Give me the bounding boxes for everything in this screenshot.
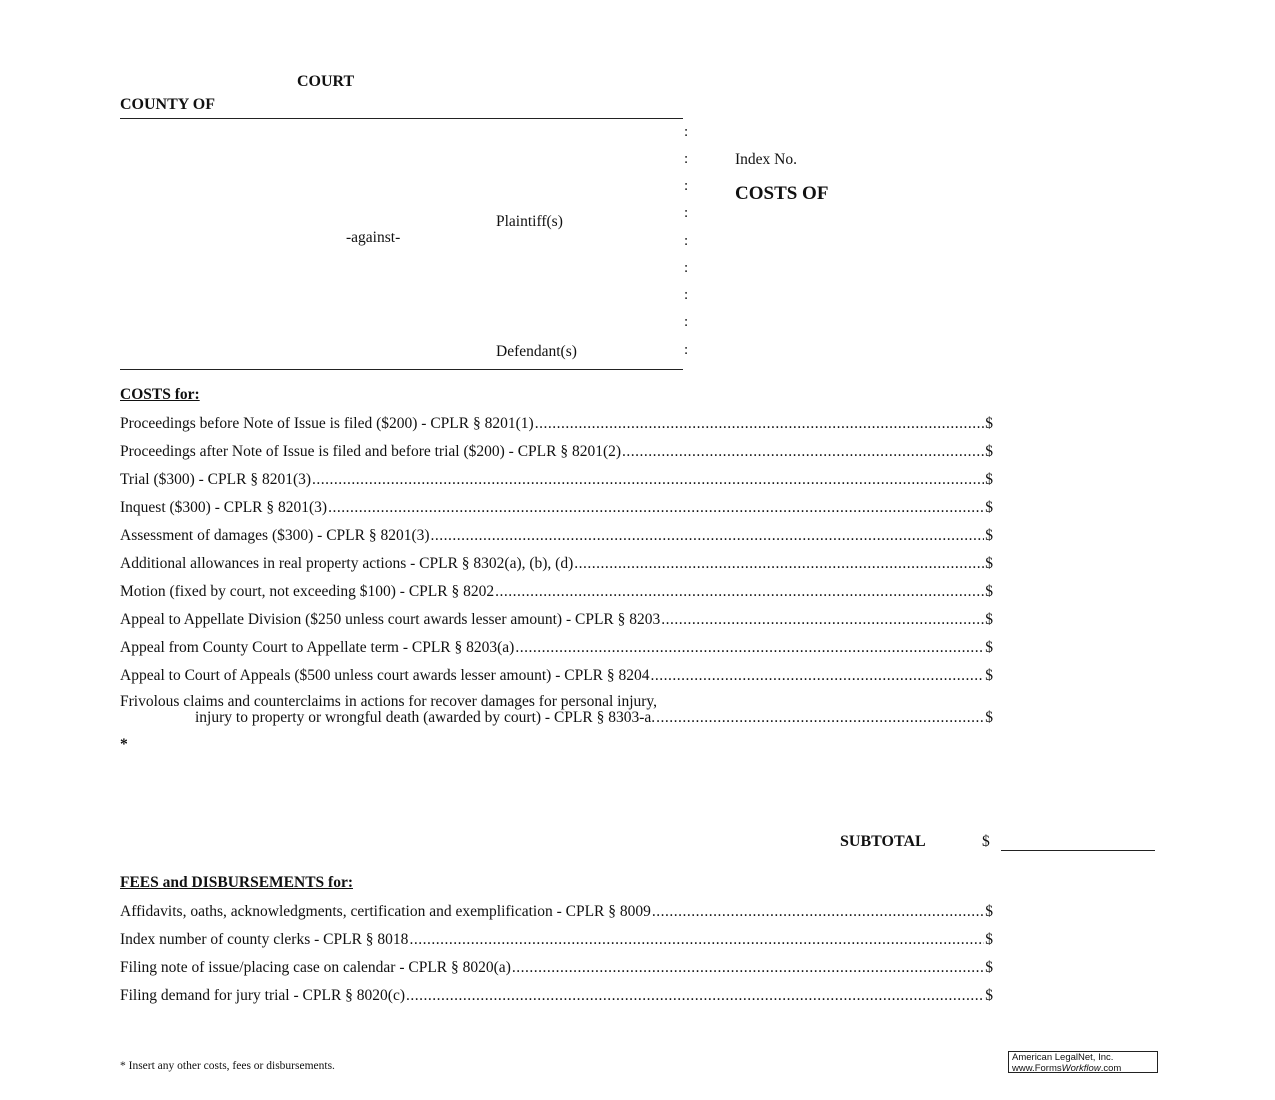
line-item xyxy=(120,638,993,658)
dot-leader xyxy=(535,414,985,434)
caption-colon: : xyxy=(684,124,689,140)
dollar-sign[interactable]: $ xyxy=(985,639,993,656)
dollar-sign[interactable]: $ xyxy=(985,667,993,684)
line-item-label: Additional allowances in real property actions - CPLR § 8302(a), (b), (d) xyxy=(120,555,574,572)
line-item-label: Affidavits, oaths, acknowledgments, certification and exemplification - CPLR § 8009 xyxy=(120,903,651,920)
document-title: COSTS OF xyxy=(735,183,829,204)
line-item xyxy=(120,958,993,978)
footnote: * Insert any other costs, fees or disbursements. xyxy=(120,1060,335,1072)
dollar-sign[interactable]: $ xyxy=(985,931,993,948)
dot-leader xyxy=(661,610,984,630)
subtotal-amount-blank[interactable] xyxy=(1001,850,1155,851)
line-item-label: Filing note of issue/placing case on calendar - CPLR § 8020(a) xyxy=(120,959,511,976)
dollar-sign[interactable]: $ xyxy=(985,471,993,488)
publisher-badge xyxy=(1008,1051,1158,1073)
dot-leader xyxy=(431,526,985,546)
dot-leader xyxy=(312,470,984,490)
dollar-sign[interactable]: $ xyxy=(985,527,993,544)
caption-colon: : xyxy=(684,314,689,330)
line-item-label: Appeal to Court of Appeals ($500 unless court awards lesser amount) - CPLR § 8204 xyxy=(120,667,650,684)
subtotal-dollar-sign: $ xyxy=(982,833,990,850)
caption-colon: : xyxy=(684,260,689,276)
dot-leader xyxy=(651,666,985,686)
caption-colon: : xyxy=(684,178,689,194)
index-number-label: Index No. xyxy=(735,151,797,168)
dot-leader xyxy=(656,708,984,728)
caption-colon: : xyxy=(684,342,689,358)
dollar-sign[interactable]: $ xyxy=(985,415,993,432)
dollar-sign[interactable]: $ xyxy=(985,583,993,600)
line-item-label: Appeal to Appellate Division ($250 unless court awards lesser amount) - CPLR § 8203 xyxy=(120,611,661,628)
dollar-sign[interactable]: $ xyxy=(985,987,993,1004)
against-label: -against- xyxy=(346,229,401,246)
caption-colon: : xyxy=(684,205,689,221)
dollar-sign[interactable]: $ xyxy=(985,443,993,460)
costs-heading: COSTS for: xyxy=(120,386,200,403)
line-item xyxy=(120,582,993,602)
dollar-sign: $ xyxy=(985,709,993,726)
dot-leader xyxy=(574,554,984,574)
frivolous-claims-line-1: Frivolous claims and counterclaims in actions for recover damages for personal injury, xyxy=(120,693,658,710)
line-item xyxy=(120,554,993,574)
caption-top-rule xyxy=(120,118,683,119)
plaintiff-label: Plaintiff(s) xyxy=(496,213,563,230)
line-item xyxy=(120,414,993,434)
line-item-label: Filing demand for jury trial - CPLR § 8020(c) xyxy=(120,987,405,1004)
dollar-sign[interactable]: $ xyxy=(985,903,993,920)
dollar-sign[interactable]: $ xyxy=(985,499,993,516)
line-item-label: Proceedings after Note of Issue is filed and before trial ($200) - CPLR § 8201(2) xyxy=(120,443,622,460)
caption-bottom-rule xyxy=(120,369,683,370)
line-item-label: Proceedings before Note of Issue is filed ($200) - CPLR § 8201(1) xyxy=(120,415,534,432)
line-item-label: Inquest ($300) - CPLR § 8201(3) xyxy=(120,499,328,516)
subtotal-label: SUBTOTAL xyxy=(840,833,926,850)
line-item xyxy=(120,666,993,686)
line-item xyxy=(120,526,993,546)
dollar-sign[interactable]: $ xyxy=(985,611,993,628)
line-item-label: Assessment of damages ($300) - CPLR § 8201(3) xyxy=(120,527,430,544)
dot-leader xyxy=(406,986,984,1006)
line-item xyxy=(120,986,993,1006)
fees-heading: FEES and DISBURSEMENTS for: xyxy=(120,874,353,891)
publisher-name: American LegalNet, Inc. xyxy=(1012,1052,1114,1063)
line-item xyxy=(120,902,993,922)
line-item xyxy=(120,470,993,490)
cost-item-label: injury to property or wrongful death (awarded by court) - CPLR § 8303-a. xyxy=(195,709,656,726)
dollar-sign[interactable]: $ xyxy=(985,959,993,976)
line-item xyxy=(120,610,993,630)
dot-leader xyxy=(515,638,984,658)
county-label: COUNTY OF xyxy=(120,96,215,113)
dot-leader xyxy=(409,930,984,950)
dot-leader xyxy=(622,442,984,462)
court-label: COURT xyxy=(297,73,355,90)
line-item xyxy=(120,930,993,950)
dot-leader xyxy=(495,582,984,602)
line-item xyxy=(120,442,993,462)
other-costs-asterisk: * xyxy=(120,736,128,753)
publisher-url: www.FormsWorkflow.com xyxy=(1012,1062,1122,1074)
caption-colon: : xyxy=(684,151,689,167)
dot-leader xyxy=(652,902,984,922)
frivolous-claims-line-2 xyxy=(195,708,993,728)
line-item-label: Trial ($300) - CPLR § 8201(3) xyxy=(120,471,312,488)
line-item xyxy=(120,498,993,518)
caption-colon: : xyxy=(684,233,689,249)
defendant-label: Defendant(s) xyxy=(496,343,577,360)
dollar-sign[interactable]: $ xyxy=(985,555,993,572)
caption-colon: : xyxy=(684,287,689,303)
line-item-label: Index number of county clerks - CPLR § 8018 xyxy=(120,931,409,948)
dot-leader xyxy=(328,498,984,518)
line-item-label: Motion (fixed by court, not exceeding $100) - CPLR § 8202 xyxy=(120,583,495,600)
dot-leader xyxy=(512,958,984,978)
line-item-label: Appeal from County Court to Appellate term - CPLR § 8203(a) xyxy=(120,639,515,656)
